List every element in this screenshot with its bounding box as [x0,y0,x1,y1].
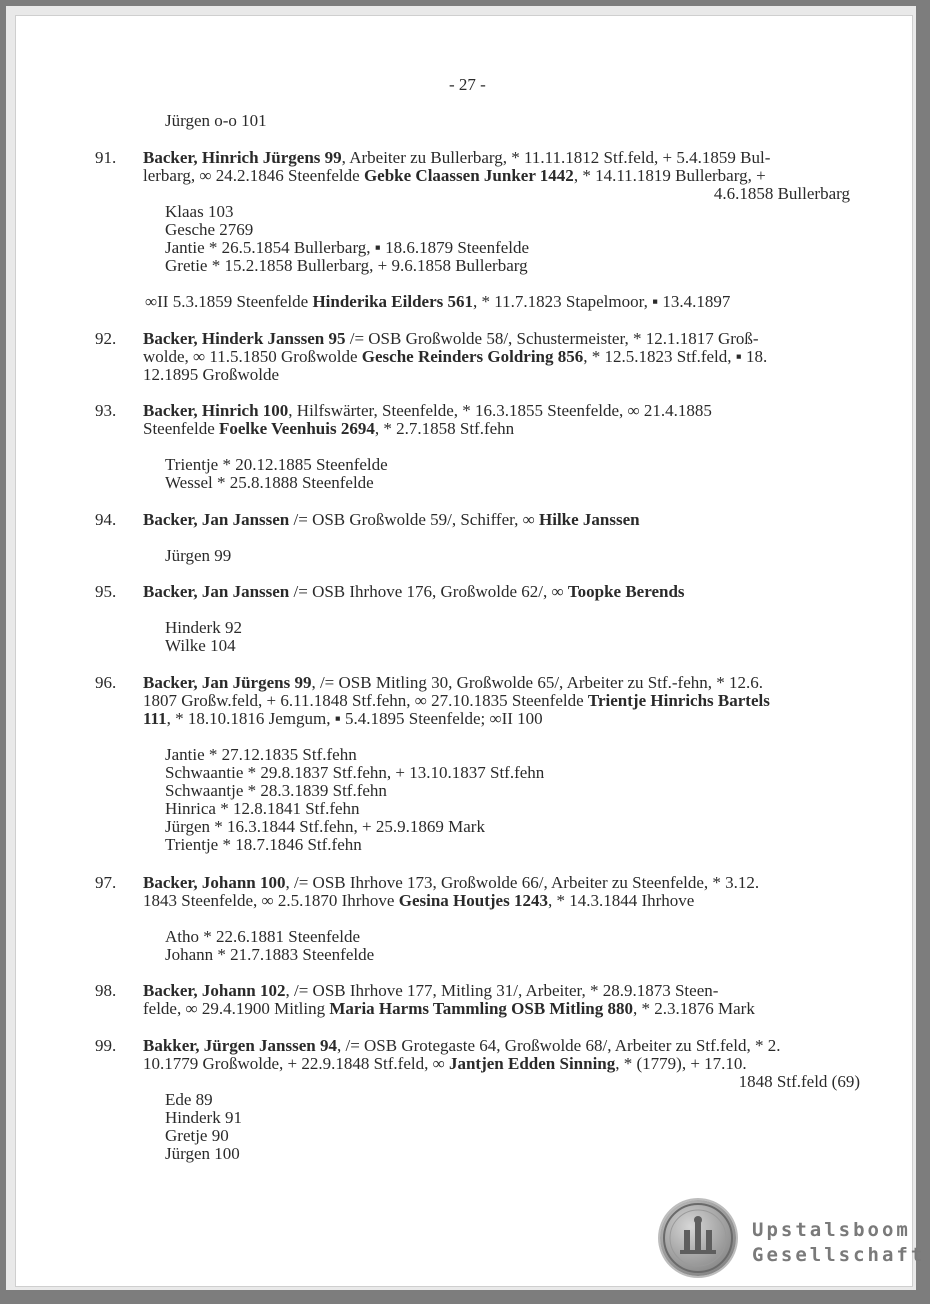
spouse-name: Gesina Houtjes 1243 [398,891,548,910]
entry-line: Backer, Johann 102, /= OSB Ihrhove 177, Mitling 31/, Arbeiter, * 28.9.1873 Steen- [143,981,719,1000]
society-seal-icon [660,1200,736,1276]
child-line: Trientje * 20.12.1885 Steenfelde [165,455,388,474]
child-line: Jürgen * 16.3.1844 Stf.fehn, + 25.9.1869 Mark [165,817,485,836]
entry-number: 93. [95,401,117,420]
entry-line: 1843 Steenfelde, ∞ 2.5.1870 Ihrhove Gesina Houtjes 1243, * 14.3.1844 Ihrhove [143,891,695,910]
entry-line: Backer, Jan Janssen /= OSB Ihrhove 176, Großwolde 62/, ∞ Toopke Berends [143,582,685,601]
entry-line: 1807 Großw.feld, + 6.11.1848 Stf.fehn, ∞ 27.10.1835 Steenfelde Trientje Hinrichs Bartels [143,691,770,710]
child-line: Jantie * 26.5.1854 Bullerbarg, ▪ 18.6.1879 Steenfelde [165,238,530,257]
entry-line: Steenfelde Foelke Veenhuis 2694, * 2.7.1858 Stf.fehn [143,419,515,438]
entry-line: 111, * 18.10.1816 Jemgum, ▪ 5.4.1895 Steenfelde; ∞II 100 [143,709,543,728]
entry-number: 92. [95,329,117,348]
person-name: Backer, Jan Janssen [143,582,290,601]
entry-number: 98. [95,981,117,1000]
entry-line: 10.1779 Großwolde, + 22.9.1848 Stf.feld, ∞ Jantjen Edden Sinning, * (1779), + 17.10. [143,1054,747,1073]
spouse-name: Hinderika Eilders 561 [312,292,474,311]
spouse-name: 111 [143,709,167,728]
spouse-name: Toopke Berends [567,582,685,601]
entry-number: 94. [95,510,117,529]
person-name: Bakker, Jürgen Janssen 94 [143,1036,337,1055]
child-line: Jürgen 99 [165,546,232,565]
child-line: Hinderk 91 [165,1108,242,1127]
child-line: Gretje 90 [165,1126,229,1145]
entry-number: 96. [95,673,117,692]
spouse-name: Maria Harms Tammling OSB Mitling 880 [329,999,634,1018]
spouse-name: Gebke Claassen Junker 1442 [363,166,574,185]
person-name: Backer, Hinrich Jürgens 99 [143,148,342,167]
entry-line: Backer, Johann 100, /= OSB Ihrhove 173, Großwolde 66/, Arbeiter zu Steenfelde, * 3.12. [143,873,760,892]
entry-number: 97. [95,873,117,892]
person-name: Backer, Johann 100 [143,873,286,892]
child-line: Wilke 104 [165,636,236,655]
society-name-line2: Gesellschaft [752,1244,926,1266]
entry-line: wolde, ∞ 11.5.1850 Großwolde Gesche Reinders Goldring 856, * 12.5.1823 Stf.feld, ▪ 18. [143,347,768,366]
entry-line: 12.1895 Großwolde [143,365,279,384]
second-marriage-line: ∞II 5.3.1859 Steenfelde Hinderika Eilders 561, * 11.7.1823 Stapelmoor, ▪ 13.4.1897 [145,292,731,311]
child-line: Gesche 2769 [165,220,254,239]
entry-line: Bakker, Jürgen Janssen 94, /= OSB Grotegaste 64, Großwolde 68/, Arbeiter zu Stf.feld, * 2. [143,1036,781,1055]
child-line: Jürgen 100 [165,1144,240,1163]
person-name: Backer, Johann 102 [143,981,286,1000]
child-line: Klaas 103 [165,202,234,221]
entry-line: Backer, Jan Janssen /= OSB Großwolde 59/, Schiffer, ∞ Hilke Janssen [143,510,640,529]
child-line: Ede 89 [165,1090,213,1109]
entry-line: Backer, Hinrich Jürgens 99, Arbeiter zu Bullerbarg, * 11.11.1812 Stf.feld, + 5.4.1859 Bul- [143,148,771,167]
child-line: Atho * 22.6.1881 Steenfelde [165,927,360,946]
person-name: Backer, Jan Jürgens 99 [143,673,312,692]
entry-line: 4.6.1858 Bullerbarg [713,184,850,203]
child-line: Johann * 21.7.1883 Steenfelde [165,945,375,964]
entry-line: lerbarg, ∞ 24.2.1846 Steenfelde Gebke Claassen Junker 1442, * 14.11.1819 Bullerbarg, + [143,166,766,185]
child-line: Jantie * 27.12.1835 Stf.fehn [165,745,357,764]
child-line: Schwaantie * 29.8.1837 Stf.fehn, + 13.10.1837 Stf.fehn [165,763,545,782]
spouse-name: Hilke Janssen [539,510,640,529]
child-line: Gretie * 15.2.1858 Bullerbarg, + 9.6.1858 Bullerbarg [165,256,528,275]
child-line: Schwaantje * 28.3.1839 Stf.fehn [165,781,387,800]
entry-line: 1848 Stf.feld (69) [738,1072,860,1091]
document-page [15,15,913,1287]
entry-number: 91. [95,148,117,167]
spouse-name: Foelke Veenhuis 2694 [219,419,375,438]
intro-line: Jürgen o-o 101 [165,111,267,130]
child-line: Trientje * 18.7.1846 Stf.fehn [165,835,362,854]
person-name: Backer, Hinderk Janssen 95 [143,329,346,348]
child-line: Hinderk 92 [165,618,242,637]
child-line: Wessel * 25.8.1888 Steenfelde [165,473,374,492]
spouse-name: Trientje Hinrichs Bartels [587,691,770,710]
page-number: - 27 - [449,75,486,94]
entry-line: Backer, Jan Jürgens 99, /= OSB Mitling 30, Großwolde 65/, Arbeiter zu Stf.-fehn, * 12.6. [143,673,763,692]
entry-line: Backer, Hinderk Janssen 95 /= OSB Großwolde 58/, Schustermeister, * 12.1.1817 Groß- [143,329,759,348]
entry-line: Backer, Hinrich 100, Hilfswärter, Steenfelde, * 16.3.1855 Steenfelde, ∞ 21.4.1885 [143,401,712,420]
society-name-line1: Upstalsboom [752,1219,911,1241]
spouse-name: Gesche Reinders Goldring 856 [361,347,584,366]
entry-line: felde, ∞ 29.4.1900 Mitling Maria Harms Tammling OSB Mitling 880, * 2.3.1876 Mark [143,999,755,1018]
spouse-name: Jantjen Edden Sinning [448,1054,616,1073]
entry-number: 99. [95,1036,117,1055]
entry-number: 95. [95,582,117,601]
child-line: Hinrica * 12.8.1841 Stf.fehn [165,799,360,818]
person-name: Backer, Hinrich 100 [143,401,289,420]
person-name: Backer, Jan Janssen [143,510,290,529]
